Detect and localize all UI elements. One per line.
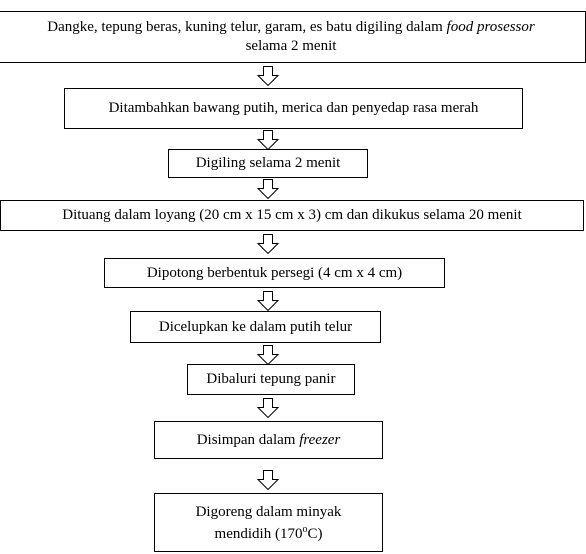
flow-step-2	[64, 88, 523, 129]
flow-step-1-line-1	[47, 18, 535, 37]
flow-step-3-text: Digiling selama 2 menit	[195, 155, 341, 171]
flow-step-1	[0, 11, 586, 63]
down-arrow-icon	[257, 234, 279, 254]
down-arrow-icon	[257, 66, 279, 86]
flow-step-9	[154, 493, 383, 552]
down-arrow-icon	[257, 130, 279, 150]
flow-step-9-line-2	[215, 523, 323, 545]
down-arrow-icon	[257, 398, 279, 418]
flow-step-5-text: Dipotong berbentuk persegi (4 cm x 4 cm)	[146, 264, 403, 281]
flow-step-7	[187, 364, 355, 395]
flow-step-8	[154, 421, 383, 459]
down-arrow-icon	[257, 470, 279, 490]
flow-step-9-line-1: Digoreng dalam minyak	[195, 503, 342, 520]
flow-step-5	[104, 258, 445, 288]
flow-step-3	[168, 149, 368, 178]
down-arrow-icon	[257, 345, 279, 365]
flow-step-2-text: Ditambahkan bawang putih, merica dan penyedap rasa merah	[108, 100, 479, 116]
flow-step-8-text: Disimpan dalam	[196, 431, 300, 448]
flow-step-8-italic-text: freezer	[299, 431, 341, 448]
flow-step-1-italic-text: food prosessor	[446, 19, 535, 35]
flow-step-9-unit: C)	[307, 525, 323, 542]
flow-step-6	[130, 311, 381, 343]
flow-step-1-text: Dangke, tepung beras, kuning telur, garam, es batu digiling dalam	[47, 19, 447, 35]
flow-step-4-text: Dituang dalam loyang (20 cm x 15 cm x 3) cm dan dikukus selama 20 menit	[62, 207, 522, 223]
degree-superscript: o	[302, 523, 308, 535]
flow-step-9-text: mendidih (170	[214, 525, 303, 542]
flow-step-7-text: Dibaluri tepung panir	[206, 371, 336, 387]
down-arrow-icon	[257, 291, 279, 311]
flow-step-6-text: Dicelupkan ke dalam putih telur	[158, 318, 353, 335]
flow-step-1-line-2: selama 2 menit	[245, 38, 337, 54]
flow-step-8-line	[197, 431, 341, 450]
flow-step-4	[0, 200, 584, 231]
down-arrow-icon	[257, 179, 279, 199]
